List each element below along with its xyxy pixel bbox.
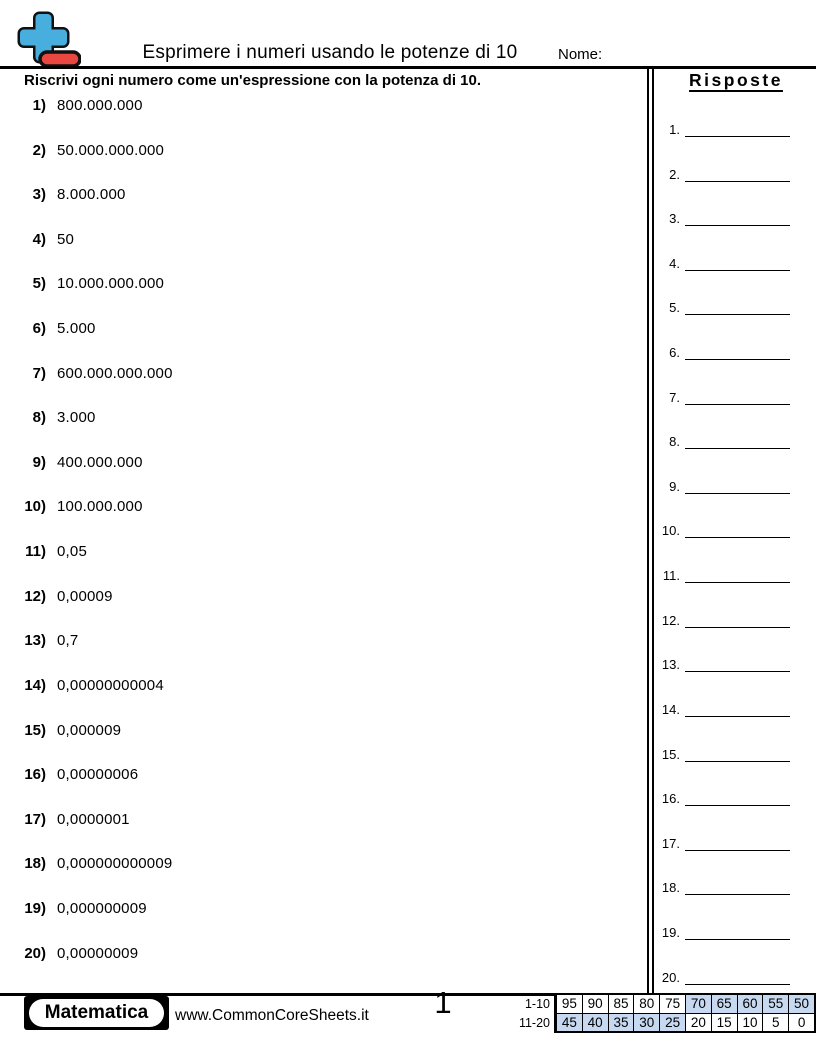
score-cell: 85 [608, 995, 634, 1013]
answer-blank-line [685, 698, 790, 717]
problem-number: 12) [24, 587, 46, 605]
problem-value: 0,000000000009 [57, 855, 173, 873]
score-cell: 80 [633, 995, 659, 1013]
problem-row [0, 453, 645, 498]
answer-number: 2. [669, 166, 680, 182]
problem-row [0, 364, 645, 409]
answer-blank-line [685, 876, 790, 895]
answer-number: 8. [669, 434, 680, 450]
answer-row [656, 342, 816, 387]
problem-value: 0,7 [57, 632, 79, 650]
answer-blank-line [685, 386, 790, 405]
score-cell: 30 [633, 1014, 659, 1032]
problem-number: 3) [32, 186, 46, 204]
answer-number: 14. [661, 701, 680, 717]
score-cell: 60 [737, 995, 763, 1013]
problem-value: 50.000.000.000 [57, 141, 165, 159]
answer-row [656, 164, 816, 209]
problem-row [0, 899, 645, 944]
answer-number: 3. [669, 211, 680, 227]
score-cell: 75 [659, 995, 685, 1013]
problem-number: 16) [24, 766, 46, 784]
answer-blank-line [685, 163, 790, 182]
score-table-row-labels [498, 995, 550, 1033]
answer-row [656, 922, 816, 967]
column-divider [647, 69, 654, 993]
problem-number: 2) [32, 141, 46, 159]
page-title: Esprimere i numeri usando le potenze di 10 [142, 42, 518, 63]
answer-row [656, 654, 816, 699]
score-cell: 70 [685, 995, 711, 1013]
answer-blank-line [685, 609, 790, 628]
score-cell: 55 [762, 995, 788, 1013]
problem-value: 0,00000009 [57, 944, 139, 962]
answer-number: 18. [661, 880, 680, 896]
answer-row [656, 297, 816, 342]
problem-number: 20) [24, 944, 46, 962]
problem-row [0, 185, 645, 230]
score-cell: 20 [685, 1014, 711, 1032]
problem-value: 800.000.000 [57, 97, 143, 114]
problem-number: 6) [32, 320, 46, 338]
answer-blank-line [685, 832, 790, 851]
plus-minus-logo-icon [13, 11, 81, 68]
score-cell: 10 [737, 1014, 763, 1032]
answer-number: 6. [669, 345, 680, 361]
problem-number: 15) [24, 721, 46, 739]
answers-list [656, 119, 816, 1011]
answer-row [656, 565, 816, 610]
problem-value: 10.000.000.000 [57, 275, 165, 293]
problem-value: 0,000000009 [57, 899, 147, 917]
problem-value: 0,00000000004 [57, 676, 164, 694]
problems-list [0, 96, 645, 988]
problem-row [0, 96, 645, 141]
problem-number: 9) [32, 453, 46, 471]
problem-row [0, 631, 645, 676]
problem-row [0, 721, 645, 766]
answer-number: 15. [661, 746, 680, 762]
problem-value: 100.000.000 [57, 498, 143, 516]
name-label: Nome: [558, 46, 603, 63]
header-rule [0, 66, 816, 69]
score-cell: 25 [659, 1014, 685, 1032]
answer-number: 9. [669, 478, 680, 494]
page-number: 1 [434, 985, 452, 1020]
score-cell: 50 [788, 995, 814, 1013]
problem-row [0, 587, 645, 632]
problem-value: 400.000.000 [57, 453, 143, 471]
subject-badge [24, 996, 169, 1030]
problem-number: 11) [25, 543, 46, 561]
answer-number: 7. [669, 389, 680, 405]
problem-value: 0,00009 [57, 587, 113, 605]
answer-number: 20. [661, 969, 680, 985]
problem-number: 19) [24, 899, 46, 917]
answer-blank-line [685, 207, 790, 226]
answer-blank-line [685, 966, 790, 985]
problem-value: 600.000.000.000 [57, 364, 173, 382]
answer-row [656, 520, 816, 565]
answer-blank-line [685, 118, 790, 137]
problem-value: 50 [57, 230, 75, 248]
answer-row [656, 877, 816, 922]
answer-number: 17. [661, 835, 680, 851]
problem-row [0, 944, 645, 989]
answer-number: 12. [661, 612, 680, 628]
problem-row [0, 676, 645, 721]
problem-value: 0,05 [57, 543, 87, 561]
problem-value: 8.000.000 [57, 186, 126, 204]
answer-blank-line [685, 296, 790, 315]
answer-number: 13. [661, 657, 680, 673]
answer-row [656, 788, 816, 833]
answer-row [656, 699, 816, 744]
problem-number: 5) [32, 275, 46, 293]
answer-row [656, 119, 816, 164]
score-cell: 15 [711, 1014, 737, 1032]
score-cell: 0 [788, 1014, 814, 1032]
answer-blank-line [685, 341, 790, 360]
answer-number: 10. [661, 523, 680, 539]
answer-blank-line [685, 653, 790, 672]
problem-number: 7) [32, 364, 46, 382]
problem-number: 4) [32, 230, 46, 248]
problem-value: 3.000 [57, 409, 96, 427]
problem-row [0, 854, 645, 899]
answer-blank-line [685, 564, 790, 583]
subject-badge-label: Matematica [29, 999, 164, 1027]
answer-row [656, 476, 816, 521]
score-row-label: 1-10 [524, 997, 550, 1011]
score-table-row [556, 995, 814, 1013]
problem-number: 18) [24, 855, 46, 873]
answer-number: 19. [661, 924, 680, 940]
score-cell: 65 [711, 995, 737, 1013]
score-cell: 45 [556, 1014, 582, 1032]
answer-row [656, 387, 816, 432]
problem-row [0, 810, 645, 855]
problem-value: 0,0000001 [57, 810, 130, 828]
answer-row [656, 431, 816, 476]
problem-row [0, 141, 645, 186]
answer-row [656, 208, 816, 253]
answer-blank-line [685, 430, 790, 449]
problem-number: 8) [32, 409, 46, 427]
problem-row [0, 765, 645, 810]
answer-row [656, 253, 816, 298]
problem-number: 17) [24, 810, 46, 828]
answer-number: 4. [669, 255, 680, 271]
problem-row [0, 497, 645, 542]
problem-number: 1) [32, 97, 46, 114]
score-table [554, 993, 816, 1033]
problem-value: 5.000 [57, 320, 96, 338]
answer-number: 11. [662, 568, 680, 584]
answer-blank-line [685, 787, 790, 806]
answer-number: 5. [669, 300, 680, 316]
problem-number: 10) [24, 498, 46, 516]
score-row-label: 11-20 [518, 1015, 550, 1030]
answer-row [656, 833, 816, 878]
answer-row [656, 610, 816, 655]
answer-blank-line [685, 252, 790, 271]
answer-row [656, 744, 816, 789]
problem-row [0, 319, 645, 364]
problem-number: 14) [24, 676, 46, 694]
score-cell: 35 [608, 1014, 634, 1032]
website-text: www.CommonCoreSheets.it [175, 1007, 369, 1024]
problem-value: 0,00000006 [57, 766, 139, 784]
problem-row [0, 542, 645, 587]
score-cell: 5 [762, 1014, 788, 1032]
score-table-row [556, 1013, 814, 1032]
answer-blank-line [685, 475, 790, 494]
answers-title: Risposte [689, 70, 783, 90]
problem-row [0, 274, 645, 319]
score-cell: 95 [556, 995, 582, 1013]
answer-blank-line [685, 743, 790, 762]
problem-row [0, 230, 645, 275]
instruction-text: Riscrivi ogni numero come un'espressione con la potenza di 10. [24, 72, 482, 89]
problem-value: 0,000009 [57, 721, 122, 739]
problem-number: 13) [24, 632, 46, 650]
answer-number: 16. [661, 791, 680, 807]
answer-blank-line [685, 921, 790, 940]
score-cell: 40 [582, 1014, 608, 1032]
answer-blank-line [685, 519, 790, 538]
score-cell: 90 [582, 995, 608, 1013]
answer-number: 1. [669, 122, 680, 137]
problem-row [0, 408, 645, 453]
